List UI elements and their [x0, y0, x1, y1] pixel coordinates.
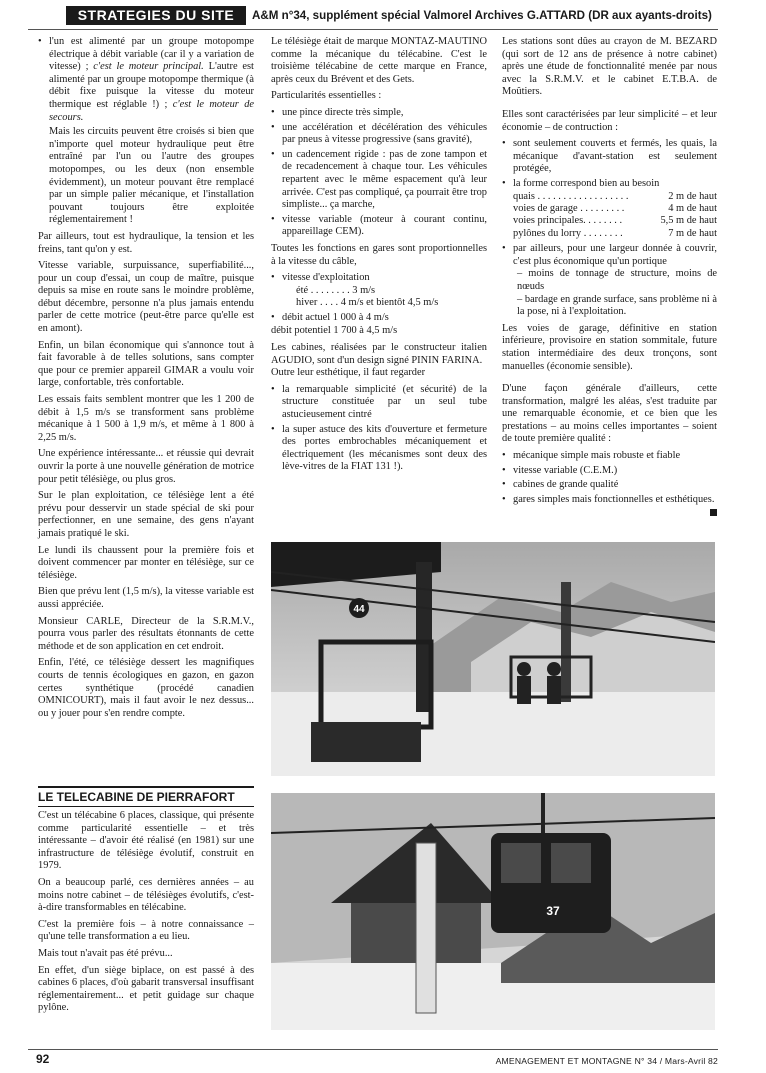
end-of-article-mark — [710, 509, 717, 516]
list-item: • la remarquable simplicité (et sécurité) de la structure constituée par un seul tube astucieusement cintré — [271, 384, 487, 422]
header-caption: A&M n°34, supplément spécial Valmorel Archives G.ATTARD (DR aux ayants-droits) — [252, 9, 712, 22]
table-row — [513, 191, 717, 203]
paragraph: Outre leur esthétique, il faut regarder — [271, 367, 426, 379]
chairlift-photo-illustration — [271, 542, 715, 776]
column-1 — [38, 36, 254, 724]
list-item: • la super astuce des kits d'ouverture et fermeture des portes embrochables mécaniquement et électriquement (les mécanismes sont deux des lève-vitres de la FIAT 131 !). — [271, 424, 487, 474]
section-title: LE TELECABINE DE PIERRAFORT — [38, 786, 254, 807]
table-row — [513, 203, 717, 215]
list-item: • une pince directe très simple, — [271, 107, 487, 120]
text: • la forme correspond bien au besoin — [513, 177, 660, 189]
table-row — [513, 215, 717, 227]
paragraph: Toutes les fonctions en gares sont proportionnelles à la vitesse du câble, — [271, 242, 487, 267]
speed-summer: été . . . . . . . . 3 m/s — [296, 284, 376, 296]
paragraph: On a beaucoup parlé, ces dernières années – au moins notre cabinet – de télésièges évolutifs, c'est-à-dire transformables en télécabine. — [38, 876, 254, 914]
photo-chairlift — [271, 542, 715, 776]
list-item — [271, 272, 487, 310]
bullet-motor-principal — [38, 36, 254, 124]
list-item — [271, 214, 487, 239]
journal-line: AMENAGEMENT ET MONTAGNE N° 34 / Mars-Avril 82 — [495, 1056, 718, 1066]
paragraph: Le lundi ils chaussent pour la première fois et doivent commencer par monter en télésiège, sur ce télésiège. — [38, 544, 254, 581]
paragraph: Une expérience intéressante... et réussie qui devrait ouvrir la porte à une nouvelle génération de motrice pour petit télésiège, ou plus gros. — [38, 448, 254, 485]
table-cell: 4 m de haut — [668, 202, 717, 214]
table-cell: 2 m de haut — [668, 190, 717, 202]
list-item — [502, 178, 717, 240]
paragraph-circuits — [38, 126, 254, 227]
paragraph: D'une façon générale d'ailleurs, cette transformation, malgré les aléas, s'est traduite par une remarquable économie, et ce bien que les prestations – au moins celles importantes – soient de toute première qualité : — [502, 383, 717, 445]
paragraph: Par ailleurs, tout est hydraulique, la tension et les freins, tant qu'on y est. — [38, 230, 254, 255]
table-cell: pylônes du lorry . . . . . . . . — [513, 227, 623, 239]
paragraph: débit potentiel 1 700 à 4,5 m/s — [271, 325, 398, 337]
table-cell: 5,5 m de haut — [660, 215, 717, 227]
list-item: • sont seulement couverts et fermés, les quais, la mécanique d'avant-station est seulement protégée, — [502, 138, 717, 176]
column-1-section-2 — [38, 810, 254, 1019]
header-rule — [28, 29, 718, 30]
paragraph: Enfin, l'été, ce télésiège dessert les magnifiques courts de tennis écologiques en gazon, en gazon certes synthétique (procédé canadien OMNICOURT), mais il faut avoir le nez dessus... ou y jouer pour s'en rendre compte. — [38, 657, 254, 719]
paragraph: Sur le plan exploitation, ce télésiège lent a été prévu pour desservir un stade spécial de ski pour perfectionner, en une semaine, des gens n'ayant jamais pratiqué le ski. — [38, 490, 254, 539]
paragraph: Mais tout n'avait pas été prévu... — [38, 947, 173, 959]
height-table — [513, 191, 717, 241]
paragraph: Vitesse variable, surpuissance, superfiabilité..., pour un coup d'essai, un coup de maître, puisque depuis sa mise en route sans le moindre problème, début décembre, personne n'a plus jamais entendu parler de cette motrice (peut-être parce qu'elle est en amont). — [38, 260, 254, 335]
paragraph: Monsieur CARLE, Directeur de la S.R.M.V., pourra vous parler des résultats étonnants de cette méthode et de son application en cet endroit. — [38, 615, 254, 652]
paragraph: Les cabines, réalisées par le constructeur italien AGUDIO, sont d'un design signé PININ FARINA. — [271, 342, 487, 366]
footer-rule — [28, 1049, 718, 1050]
paragraph: En effet, d'un siège biplace, on est passé à des cabines 6 places, d'où gabarit transversal insuffisant réglementairement... et petit guidage sur chaque pylône. — [38, 964, 254, 1014]
page-number: 92 — [36, 1052, 50, 1066]
list-item — [502, 243, 717, 319]
text: • vitesse d'exploitation — [282, 272, 370, 284]
list-item: • un cadencement rigide : pas de zone tampon et de recadencement à chaque tour. Les véhicules repartent avec le même espacement qu'à leur arrivée. C'est pas compliqué, ça pourrait être trop simpliste... ça marche, — [271, 149, 487, 212]
paragraph: Bien que prévu lent (1,5 m/s), la vitesse variable est aussi appréciée. — [38, 586, 254, 610]
paragraph: Elles sont caractérisées par leur simplicité – et leur économie – de contruction : — [502, 108, 717, 133]
text: gares simples mais fonctionnelles et esthétiques. — [513, 493, 715, 505]
list-item — [502, 494, 717, 507]
list-item: • mécanique simple mais robuste et fiable — [502, 450, 717, 463]
speed-winter: hiver . . . . 4 m/s et bientôt 4,5 m/s — [296, 297, 439, 309]
gondola-photo-illustration — [271, 793, 715, 1030]
section-label: STRATEGIES DU SITE — [66, 6, 246, 25]
list-item: • débit actuel 1 000 à 4 m/s — [271, 312, 487, 325]
table-cell: 7 m de haut — [668, 227, 717, 239]
paragraph: C'est la première fois – à notre connaissance – qu'une telle transformation a eu lieu. — [38, 918, 254, 943]
text: Mais les circuits peuvent être croisés si bien que n'importe quel moteur hydraulique peut être entraîné par l'un ou l'autre des groupes motopompes, ou les deux (non ensemble évidemment), un moteur pouvant être remplacé par un simple palier mécanique, et l'installation pouvant toujours être exploitée réglementairement ! — [49, 126, 254, 226]
sub-item: – bardage en grande surface, sans problème ni à la pose, ni à l'exploitation. — [517, 293, 717, 318]
table-cell: voies principales. . . . . . . . — [513, 215, 623, 227]
column-3 — [502, 36, 717, 516]
paragraph: Les essais faits semblent montrer que les 1 200 de débit à 1,5 m/s se transforment sans problème mécanique à 1 500 à 1,9 m/s, et même à 1 800 à 2,25 m/s. — [38, 394, 254, 443]
list-item: • une accélération et décélération des véhicules par pneus à vitesse progressive (sans gravité), — [271, 122, 487, 147]
cabin-number: 37 — [546, 904, 560, 918]
chair-number: 44 — [353, 604, 365, 615]
paragraph: Le télésiège était de marque MONTAZ-MAUTINO comme la mécanique du télécabine. C'est le troisième télécabine de cette marque en France, après ceux du Brévent et des Gets. — [271, 36, 487, 85]
column-2 — [271, 36, 487, 478]
sub-item: – moins de tonnage de structure, moins de nœuds — [517, 268, 717, 292]
emphasis: c'est le moteur de secours. — [49, 98, 254, 123]
table-cell: voies de garage . . . . . . . . . — [513, 202, 625, 214]
list-item: • cabines de grande qualité — [502, 479, 717, 492]
label: Particularités essentielles : — [271, 90, 382, 102]
text: • par ailleurs, pour une largeur donnée à couvrir, c'est plus économique qu'un portique — [513, 243, 717, 267]
text: vitesse variable (moteur à courant continu, appareillage CEM). — [282, 213, 487, 238]
paragraph: C'est un télécabine 6 places, classique, qui présente comme particularité essentielle – et très intéressante – d'avoir été réalisé (en 1981) sur une infrastructure de télésiège évolutif, construit en 1979. — [38, 810, 254, 872]
photo-gondola-station — [271, 793, 715, 1030]
paragraph: Enfin, un bilan économique qui s'annonce tout à fait favorable à de telles solutions, sans compter que pour ce premier appareil GIMAR a voulu voir large, confortable, très confortable. — [38, 339, 254, 389]
paragraph: Les voies de garage, définitive en station inférieure, provisoire en station sommitale, future station intermédiaire des deux tronçons, sont manuelles (économie sensible). — [502, 322, 717, 372]
table-cell: quais . . . . . . . . . . . . . . . . . . — [513, 190, 629, 202]
list-item: • vitesse variable (C.E.M.) — [502, 465, 717, 478]
paragraph: Les stations sont dûes au crayon de M. BEZARD (qui sort de 12 ans de présence à notre cabinet) après une étude de fonctionnalité menée par nous avec la S.R.M.V. et le cabinet E.T.B.A. de Moûtiers. — [502, 36, 717, 98]
emphasis: c'est le moteur principal. — [93, 61, 204, 73]
text: l'un est alimenté par un groupe motopompe électrique à débit variable (car il y a variation de vitesse) ; — [49, 36, 254, 73]
table-row — [513, 228, 717, 240]
text: L'autre est alimenté par un groupe motopompe thermique (à débit fixe puisque la vitesse du moteur thermique est réglable !) ; — [49, 61, 254, 110]
